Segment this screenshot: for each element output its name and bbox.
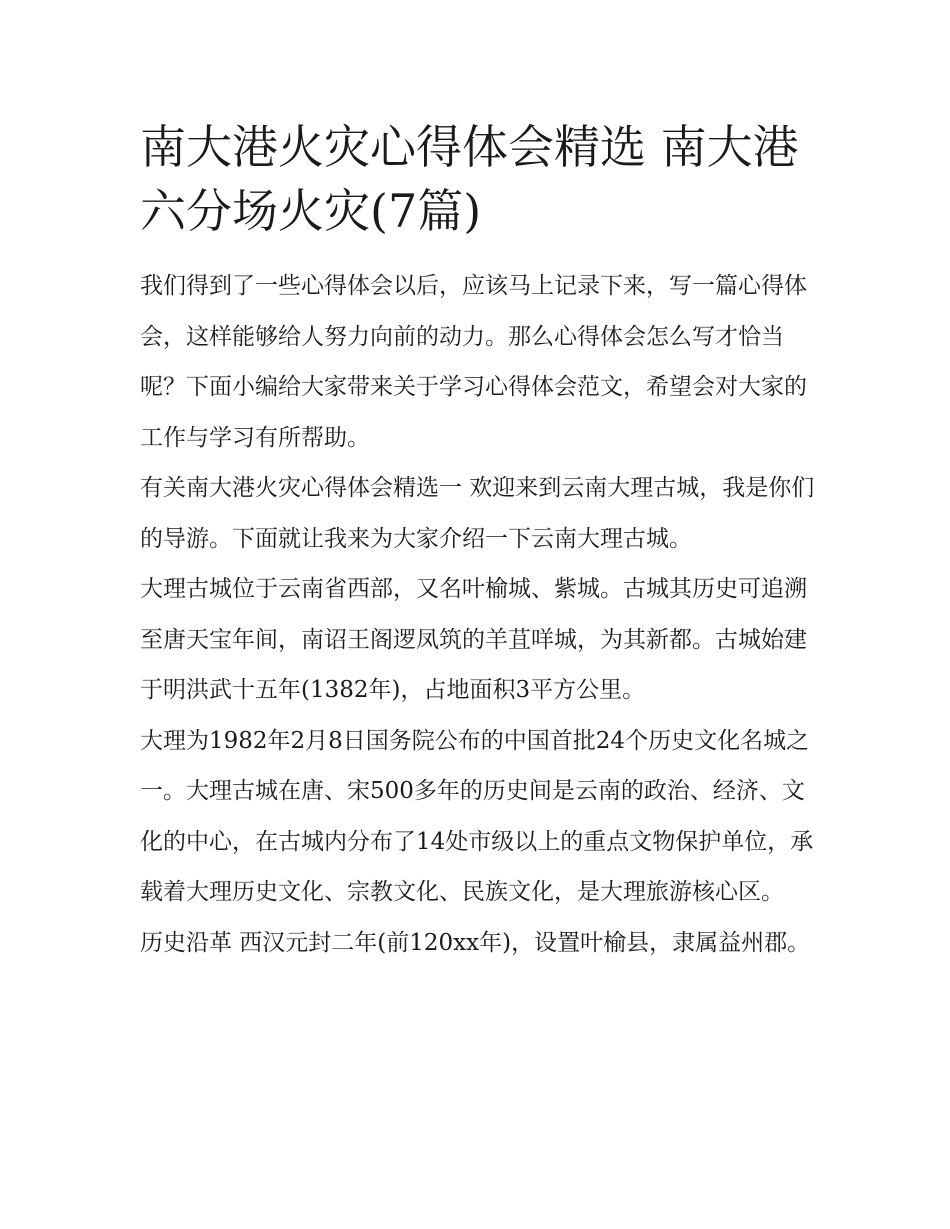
paragraph-historic-city: 大理为1982年2月8日国务院公布的中国首批24个历史文化名城之一。大理古城在唐、宋500多年的历史间是云南的政治、经济、文化的中心，在古城内分布了14处市级以上的重点文物保护单位，承载着大理历史文化、宗教文化、民族文化，是大理旅游核心区。 bbox=[140, 727, 814, 905]
paragraph-history: 历史沿革 西汉元封二年(前120xx年)，设置叶榆县，隶属益州郡。 bbox=[140, 929, 811, 956]
paragraph-guide-welcome: 有关南大港火灾心得体会精选一 欢迎来到云南大理古城，我是你们的导游。下面就让我来为大家介绍一下云南大理古城。 bbox=[140, 475, 815, 552]
document-body bbox=[140, 115, 820, 968]
paragraph-location: 大理古城位于云南省西部，又名叶榆城、紫城。古城其历史可追溯至唐天宝年间，南诏王阁逻凤筑的羊苴咩城，为其新都。古城始建于明洪武十五年(1382年)，占地面积3平方公里。 bbox=[140, 576, 807, 703]
paragraph-intro: 我们得到了一些心得体会以后，应该马上记录下来，写一篇心得体会，这样能够给人努力向前的动力。那么心得体会怎么写才恰当呢？下面小编给大家带来关于学习心得体会范文，希望会对大家的工作与学习有所帮助。 bbox=[140, 273, 807, 451]
document-title: 南大港火灾心得体会精选 南大港六分场火灾(7篇) bbox=[140, 120, 799, 238]
